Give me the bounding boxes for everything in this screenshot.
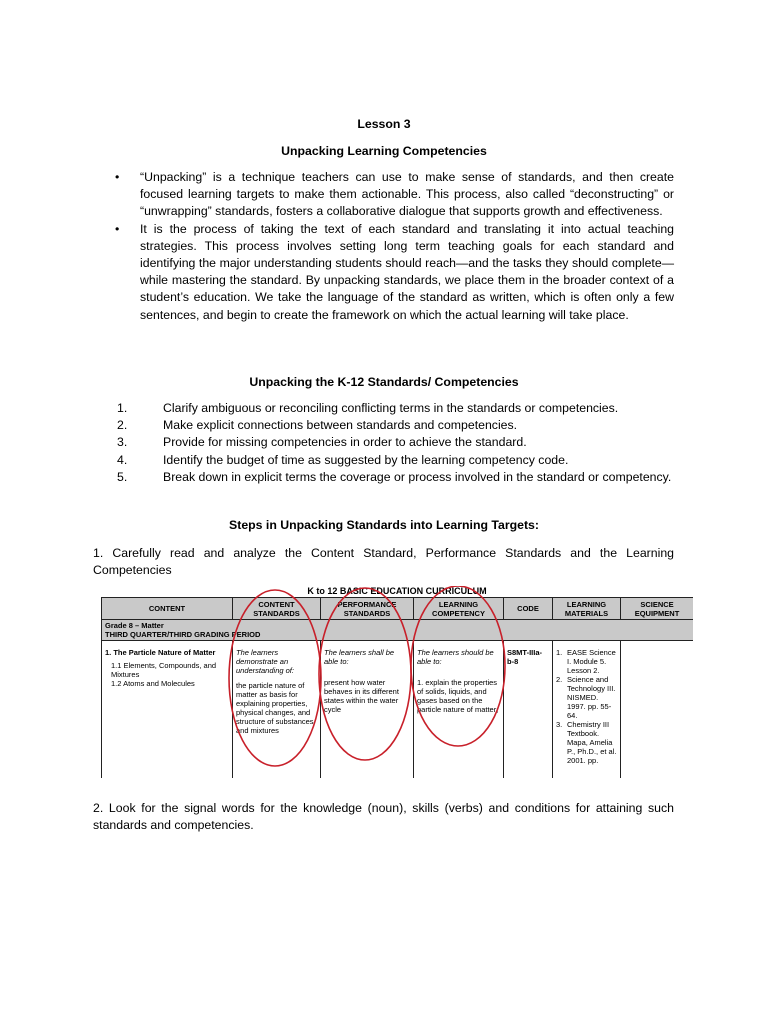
step-two-paragraph [93, 800, 674, 834]
section-heading: Steps in Unpacking Standards into Learning Targets: [229, 518, 539, 532]
material-item [556, 720, 617, 765]
grade-cell [102, 620, 694, 641]
equipment-cell [621, 641, 694, 779]
material-number: 3. [556, 720, 563, 729]
material-number: 1. [556, 648, 563, 657]
learning-competency-text: 1. explain the properties of solids, liquids, and gases based on the particle nature of matter; [417, 678, 499, 714]
page-title: Unpacking Learning Competencies [281, 144, 487, 158]
column-header: LEARNING COMPETENCY [414, 598, 504, 620]
curriculum-figure [101, 586, 693, 778]
list-item [112, 469, 674, 486]
content-item: 1.2 Atoms and Molecules [111, 679, 195, 688]
list-text: Make explicit connections between standards and competencies. [163, 418, 518, 433]
material-number: 2. [556, 675, 563, 684]
content-item: 1.1 Elements, Compounds, and Mixtures [111, 661, 217, 679]
content-standard-cell [233, 641, 321, 779]
materials-cell [553, 641, 621, 779]
table-row [102, 620, 694, 641]
column-header: PERFORMANCE STANDARDS [321, 598, 414, 620]
list-item [112, 452, 674, 469]
material-text: Chemistry III Textbook. Mapa, Amelia P., Ph.D., et al. 2001. pp. [567, 720, 617, 765]
material-text: EASE Science I. Module 5. Lesson 2. [567, 648, 616, 675]
content-standard-text: the particle nature of matter as basis for explaining properties, physical changes, and structure of substances and mixtures [236, 681, 314, 735]
quarter-label: THIRD QUARTER/THIRD GRADING PERIOD [105, 630, 261, 639]
list-text: Provide for missing competencies in order to achieve the standard. [163, 435, 527, 450]
list-number: 5. [117, 469, 128, 484]
section-heading: Unpacking the K-12 Standards/ Competencies [249, 375, 519, 389]
bullet-item: • It is the process of taking the text of each standard and translating it into actual teaching strategies. This process involves setting long term teaching goals for each standard and identifying the major understanding students should reach—and the tasks they should complete—while mastering the standard. By unpacking standards, we place them in the broader context of a student’s education. We take the language of the standard as written, which is often only a few sentences, and begin to create the framework on which the actual learning will take place. [112, 221, 674, 324]
table-row [102, 641, 694, 779]
step-two-text: 2. Look for the signal words for the knowledge (noun), skills (verbs) and conditions for attaining such standards and competencies. [93, 801, 674, 833]
list-item [112, 400, 674, 417]
performance-standard-cell [321, 641, 414, 779]
bullet-list [112, 169, 674, 324]
step-one-paragraph: 1. Carefully read and analyze the Content Standard, Performance Standards and the Learning Competencies [93, 546, 674, 578]
competency-code: S8MT-IIIa-b-8 [507, 648, 543, 666]
performance-standard-text: present how water behaves in its different states within the water cycle [324, 678, 399, 714]
column-header: CONTENT [102, 598, 233, 620]
content-standard-lead: The learners demonstrate an understanding of: [236, 648, 294, 675]
list-item [112, 417, 674, 434]
list-number: 3. [117, 435, 128, 450]
content-title: 1. The Particle Nature of Matter [105, 648, 216, 657]
grade-label: Grade 8 – Matter [105, 621, 164, 630]
column-header: SCIENCE EQUIPMENT [621, 598, 694, 620]
materials-list [556, 648, 617, 765]
figure-title: K to 12 BASIC EDUCATION CURRICULUM [307, 586, 487, 596]
code-cell [504, 641, 553, 779]
column-header: CODE [504, 598, 553, 620]
material-item [556, 648, 617, 675]
list-number: 2. [117, 418, 128, 433]
performance-standard-lead: The learners shall be able to: [324, 648, 395, 666]
list-text: Identify the budget of time as suggested by the learning competency code. [163, 452, 569, 467]
list-item [112, 434, 674, 451]
curriculum-table [101, 597, 693, 778]
lesson-label: Lesson 3 [357, 117, 411, 131]
learning-competency-lead: The learners should be able to: [417, 648, 494, 666]
bullet-item: • “Unpacking” is a technique teachers can use to make sense of standards, and then create focused learning targets to make them actionable. This process, also called “deconstructing” or “unwrapping” standards, fosters a collaborative dialogue that supports growth and effectiveness. [112, 169, 674, 221]
numbered-list [112, 400, 674, 486]
table-header-row [102, 598, 694, 620]
material-text: Science and Technology III. NISMED. 1997. pp. 55-64. [567, 675, 616, 720]
column-header: LEARNING MATERIALS [553, 598, 621, 620]
learning-competency-cell [414, 641, 504, 779]
list-number: 4. [117, 452, 128, 467]
list-text: Break down in explicit terms the coverage or process involved in the standard or competency. [163, 469, 672, 484]
list-number: 1. [117, 401, 128, 415]
list-text: Clarify ambiguous or reconciling conflicting terms in the standards or competencies. [163, 401, 619, 415]
content-cell [102, 641, 233, 779]
material-item [556, 675, 617, 720]
column-header: CONTENT STANDARDS [233, 598, 321, 620]
